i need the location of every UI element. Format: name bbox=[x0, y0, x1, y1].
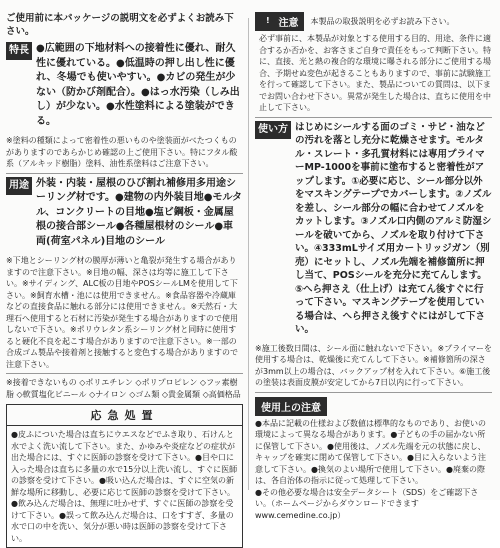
usage-section bbox=[255, 121, 492, 337]
column-divider bbox=[248, 18, 249, 490]
section-divider bbox=[255, 392, 492, 393]
uses-text: 外装・内装・屋根のひび割れ補修用多用途シーリング材です。●建物の内外装目地●モルタル、コンクリートの目地●塩ビ鋼板・金属屋根の接合部シール●各種屋根材のシール●車両(荷室パネル)目地のシール bbox=[36, 177, 243, 247]
left-column bbox=[6, 12, 243, 548]
features-text: ●広範囲の下地材料への接着性に優れ、耐久性に優れている。●低温時の押し出し性に優れ、冬場でも使いやすい。●カビの発生が少ない（防かび剤配合）。●はっ水汚染（しみ出し）が少ない。●水性塗料による塗装ができる。 bbox=[36, 43, 240, 127]
precautions-footer: ●その他必要な場合は安全データシート（SDS）をご確認下さい。（ホームページからダウンロードできます www.cemedine.co.jp） bbox=[255, 487, 479, 520]
nonadhesive-list: ※接着できないもの ◇ポリエチレン ◇ポリプロピレン ◇フッ素樹脂 ◇軟質塩化ビニール ◇ナイロン ◇ゴム類 ◇貴金属類 ◇高価格品 bbox=[6, 378, 241, 399]
caution-title-badge bbox=[255, 12, 304, 31]
uses-section bbox=[6, 177, 243, 250]
usage-text: はじめにシールする面のゴミ・サビ・油などの汚れを落とし充分に乾燥させます。モルタル・スレート・多孔質材料には専用プライマーMP-1000を事前に塗布すると密着性がアップします。①必要に応じ、シール部分以外をマスキングテープでカバーします。②ノズルを差し、シール部分の幅に合わせてノズルをカットします。③ノズル口内側のアルミ防湿シールを破いてから、ノズルを取り付けて下さい。④333mLサイズ用カートリッジガン（別売）にセットし、ノズル先端を補修箇所に押し当て、POSシールを充分に充てんします。⑤へら押さえ（仕上げ）は充てん後すぐに行って下さい。マスキングテープを使用している場合は、へら押さえ後すぐにはがして下さい。 bbox=[295, 121, 492, 335]
section-divider bbox=[6, 173, 243, 174]
uses-note: ※下地とシーリング材の膜厚が薄いと亀裂が発生する場合がありますので注意下さい。※目地の幅、深さは均等に施工して下さい。※サイディング、ALC板の目地やPOSシールLMを使用して下さい。※飼育水槽・池には使用できません。※食品容器や冷蔵庫などの直接食品に触れる部分には使用できません。※天然石・大理石へ使用すると石材に汚染が発生する場合がありますので使用しないで下さい。※ポリウレタン系シーリング材と同時に使用すると硬化不良を起こす場合がありますので注意下さい。※一部の合成ゴム製品や接着剤と接触すると変色する場合がありますので注意下さい。 bbox=[6, 256, 238, 369]
intro-text: ご使用前に本パッケージの説明文を必ずよくお読み下さい。 bbox=[6, 13, 234, 37]
warning-triangle-icon: ! bbox=[261, 14, 275, 26]
emergency-text: ●皮ふについた場合は直ちにウエスなどでふき取り、石けんと水でよく洗い流して下さい。また、かゆみや炎症などの症状が出た場合には、すぐに医師の診察を受けて下さい。●目や口に入った場合は直ちに多量の水で15分以上洗い流し、すぐに医師の診察を受けて下さい。●吸い込んだ場合は、すぐに空気の新鮮な場所に移動し、必要に応じて医師の診察を受けて下さい。●飲み込んだ場合は、無理に吐かせず、すぐに医師の診察を受けて下さい。●誤って飲み込んだ場合は、口をすすぎ、多量の水で口の中を洗い、気分が悪い時は医師の診察を受けて下さい。 bbox=[11, 430, 238, 543]
usage-note: ※施工後数日間は、シール面に触れないで下さい。※プライマーを使用する場合は、乾燥後に充てんして下さい。※補修箇所の深さが3mm以上の場合は、バックアップ材を入れて下さい。⑥施工後の塗装は表面皮膜が安定してから7日以内に行って下さい。 bbox=[255, 343, 493, 387]
usage-badge: 使い方 bbox=[255, 121, 291, 139]
emergency-box bbox=[6, 404, 243, 548]
right-column bbox=[255, 12, 492, 521]
features-section bbox=[6, 42, 243, 129]
caution-header bbox=[255, 12, 492, 31]
section-divider bbox=[255, 117, 492, 118]
uses-badge: 用途 bbox=[6, 177, 32, 195]
precautions-badge: 使用上の注意 bbox=[255, 397, 327, 416]
caution-lead: 本製品の取扱説明を必ずお読み下さい。 bbox=[310, 17, 455, 26]
caution-title: 注意 bbox=[278, 18, 299, 29]
features-note: ※塗料の種類によって密着性の悪いものや塗装面がべたつくものがありますのであらかじめ確認の上ご使用下さい。特にフタル酸系（アルキッド樹脂）塗料、油性系塗料はご注意下さい。 bbox=[6, 136, 238, 168]
emergency-title: 応急処置 bbox=[7, 405, 242, 426]
features-badge: 特長 bbox=[6, 42, 32, 60]
precautions-text: ●本品に記載の仕様および数値は標準的なものであり、お使いの環境によって異なる場合があります。●子どもの手の届かない所に保管して下さい。●使用後は、ノズル先端を元の状態に戻し、キャップを確実に閉めて保管して下さい。●目に入らないよう注意して下さい。●換気のよい場所で使用して下さい。●廃棄の際は、各自治体の指示に従って処理して下さい。 bbox=[255, 418, 486, 485]
caution-text: 必ず事前に、本製品が対象とする使用する目的、用途、条件に適合するか否かを、お客さまご自身で責任をもって判断下さい。特に、直接、光と熱の複合的な環境に曝される部分にご使用する場合、予期せぬ変色が起きることもありますので、事前に試験施工を行って確認して下さい。また、製品についての質問は、以下までお問い合わせ下さい。異常が発生した場合は、直ちに使用を中止して下さい。 bbox=[259, 34, 491, 112]
section-divider bbox=[6, 373, 243, 374]
